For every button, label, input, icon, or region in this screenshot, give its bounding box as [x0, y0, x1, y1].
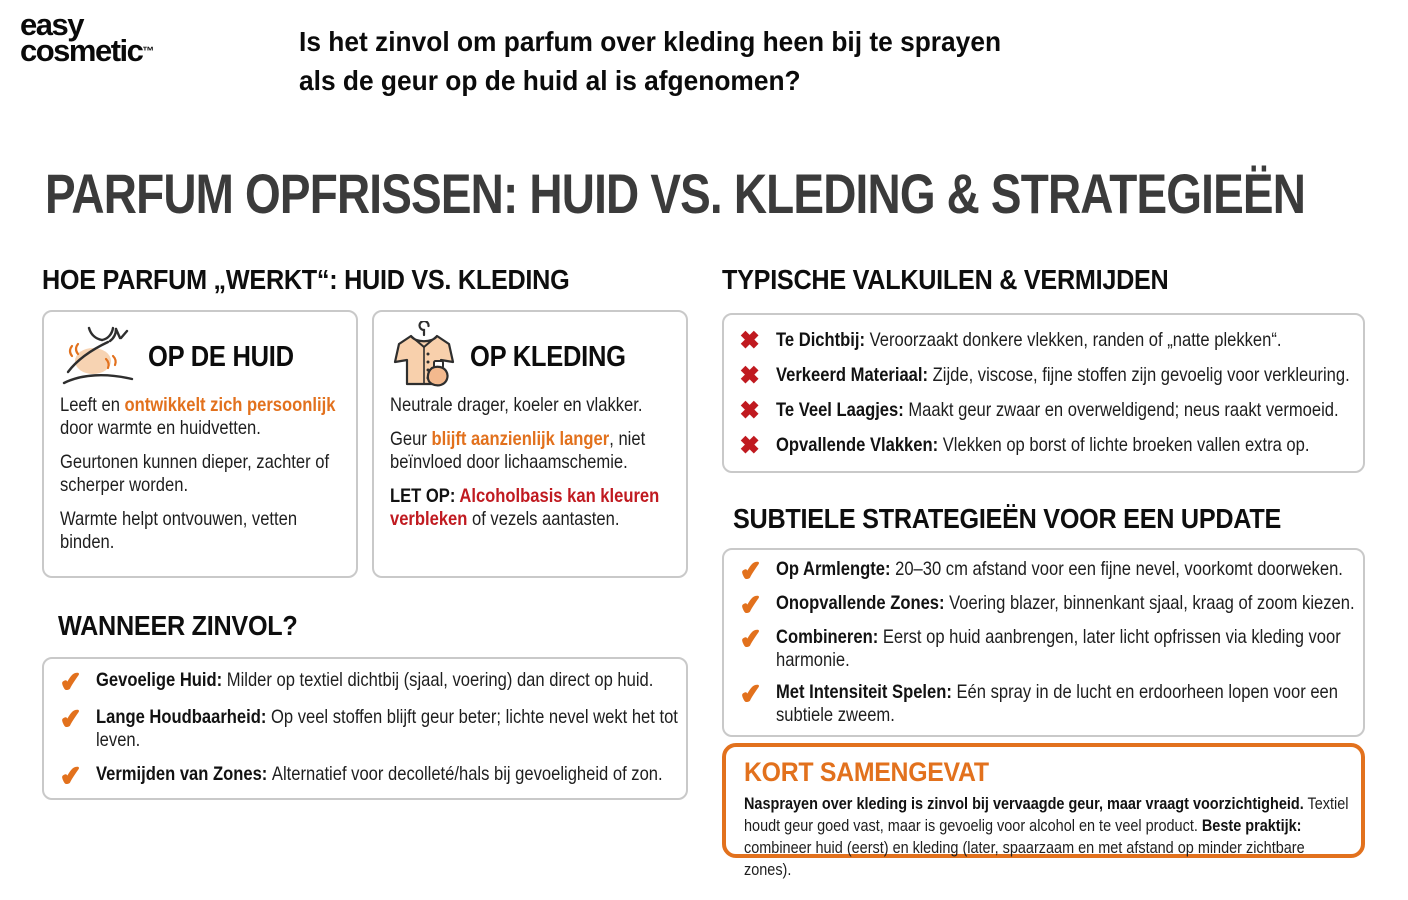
text-segment: Maakt geur zwaar en overweldigend; neus raakt vermoeid.: [908, 399, 1339, 421]
page-title: PARFUM OPFRISSEN: HUID VS. KLEDING & STRATEGIEËN: [45, 162, 1306, 225]
list-item-text: [96, 669, 691, 692]
card-on-skin: [42, 310, 358, 578]
text-segment: Gevoelige Huid:: [96, 668, 227, 691]
pitfalls-list: [722, 313, 1365, 473]
list-item: [738, 677, 1347, 727]
check-icon: ✔: [58, 702, 84, 735]
question-line1: Is het zinvol om parfum over kleding heen bij te sprayen: [299, 26, 1002, 57]
list-item-text: [96, 706, 691, 752]
when-useful-list: [42, 657, 688, 800]
text-segment: Textiel houdt geur goed vast, maar is gevoelig voor alcohol en te veel product.: [744, 794, 1349, 836]
text-segment: Neutrale drager, koeler en vlakker.: [390, 394, 643, 416]
list-item-text: [776, 681, 1371, 727]
question-title: [299, 22, 1001, 100]
logo-word: cosmetic: [20, 33, 143, 69]
list-item-text: [776, 434, 1371, 457]
text-segment: Eerst op huid aanbrengen, later licht opfrissen via kleding voor harmonie.: [776, 626, 1341, 672]
text-segment: Alternatief voor decolleté/hals bij gevoeligheid of zon.: [271, 763, 663, 786]
question-line2: als de geur op de huid al is afgenomen?: [299, 65, 801, 97]
list-item-text: [96, 763, 691, 786]
logo-line1: easy: [20, 7, 83, 42]
card-on-skin-title: OP DE HUID: [148, 340, 294, 373]
text-segment: Leeft en: [60, 394, 125, 416]
text-segment: Veroorzaakt donkere vlekken, randen of „natte plekken“.: [869, 329, 1282, 351]
easycosmetic-logo: [20, 7, 155, 69]
list-item: [58, 759, 670, 793]
text-segment: Met Intensiteit Spelen:: [776, 681, 957, 703]
text-segment: Vlekken op borst of lichte broeken vallen extra op.: [942, 434, 1310, 456]
card-on-skin-body: [60, 394, 340, 554]
text-segment: 20–30 cm afstand voor een fijne nevel, voorkomt doorweken.: [895, 558, 1343, 581]
cross-icon: ✖: [740, 362, 760, 388]
text-segment: door warmte en huidvetten.: [60, 417, 261, 439]
list-item-text: [776, 592, 1371, 615]
text-segment: blijft aanzienlijk langer: [431, 428, 610, 450]
text-segment: combineer huid (eerst) en kleding (later, spaarzaam en met afstand op minder zichtbare zones).: [744, 838, 1305, 880]
list-item: [740, 362, 1350, 388]
list-item-text: [776, 626, 1371, 672]
text-segment: Lange Houdbaarheid:: [96, 705, 271, 728]
text-segment: Milder op textiel dichtbij (sjaal, voering) dan direct op huid.: [226, 668, 654, 691]
text-segment: ontwikkelt zich persoonlijk: [124, 394, 336, 416]
list-item: [740, 399, 1347, 422]
card-on-clothing-title: OP KLEDING: [470, 340, 626, 373]
text-segment: Combineren:: [776, 626, 883, 649]
text-segment: Zijde, viscose, fijne stoffen zijn gevoelig voor verkleuring.: [932, 364, 1350, 386]
check-icon: ✔: [738, 555, 764, 588]
cross-icon: ✖: [740, 432, 760, 458]
list-item-text: [776, 558, 1371, 581]
list-item: [738, 555, 1347, 588]
card-paragraph: [60, 508, 342, 554]
cross-icon: ✖: [740, 397, 760, 423]
text-segment: Alcoholbasis kan kleuren verbleken: [390, 485, 660, 530]
list-item-text: [776, 364, 1371, 387]
card-paragraph: [390, 485, 672, 531]
card-paragraph: [60, 394, 342, 440]
section-title-how-parfum-works: HOE PARFUM „WERKT“: HUID VS. KLEDING: [42, 264, 570, 295]
text-segment: Eén spray in de lucht en erdoorheen lopen voor een subtiele zweem.: [776, 681, 1339, 726]
text-segment: Opvallende Vlakken:: [776, 434, 943, 456]
section-title-strategies: SUBTIELE STRATEGIEËN VOOR EEN UPDATE: [733, 503, 1282, 534]
list-item: [738, 589, 1355, 622]
summary-text: [744, 793, 1351, 881]
text-segment: Geurtonen kunnen dieper, zachter of scherper worden.: [60, 451, 330, 496]
check-icon: ✔: [58, 665, 84, 698]
skin-spray-icon: [60, 326, 136, 388]
text-segment: Te Dichtbij:: [776, 329, 870, 351]
check-icon: ✔: [738, 677, 764, 710]
text-segment: Te Veel Laagjes:: [776, 399, 909, 421]
text-segment: of vezels aantasten.: [467, 508, 620, 530]
text-segment: Op veel stoffen blijft geur beter; lichte nevel wekt het tot leven.: [96, 705, 678, 751]
text-segment: Voering blazer, binnenkant sjaal, kraag of zoom kiezen.: [949, 592, 1355, 615]
logo-line2: [20, 33, 155, 69]
check-icon: ✔: [738, 589, 764, 622]
card-paragraph: [60, 451, 342, 497]
list-item: [58, 702, 678, 752]
list-item: [740, 329, 1347, 352]
check-icon: ✔: [58, 759, 84, 793]
list-item-text: [776, 329, 1371, 352]
card-on-clothing-body: [390, 394, 670, 531]
shirt-perfume-icon: [390, 321, 458, 393]
list-item: [58, 665, 670, 698]
check-icon: ✔: [738, 623, 764, 656]
summary-title: KORT SAMENGEVAT: [744, 757, 989, 787]
card-on-clothing-header: [390, 324, 670, 390]
trademark-symbol: ™: [142, 44, 155, 59]
text-segment: Warmte helpt ontvouwen, vetten binden.: [60, 508, 298, 553]
section-title-pitfalls: TYPISCHE VALKUILEN & VERMIJDEN: [722, 264, 1169, 295]
list-item: [738, 623, 1347, 672]
text-segment: Verkeerd Materiaal:: [776, 364, 933, 386]
text-segment: Onopvallende Zones:: [776, 592, 950, 615]
text-segment: Vermijden van Zones:: [96, 763, 272, 786]
cross-icon: ✖: [740, 327, 760, 353]
text-segment: Beste praktijk:: [1201, 816, 1302, 836]
card-on-skin-header: [60, 324, 340, 390]
card-paragraph: [390, 428, 672, 474]
text-segment: Nasprayen over kleding is zinvol bij vervaagde geur, maar vraagt voorzichtigheid.: [744, 794, 1304, 813]
text-segment: LET OP:: [390, 485, 460, 507]
list-item-text: [776, 399, 1371, 422]
list-item: [740, 434, 1347, 457]
section-title-when-useful: WANNEER ZINVOL?: [58, 610, 298, 641]
text-segment: Geur: [390, 428, 432, 450]
text-segment: Op Armlengte:: [776, 558, 896, 581]
strategies-list: [722, 548, 1365, 737]
card-paragraph: [390, 394, 672, 417]
summary-box: [722, 743, 1365, 880]
text-segment: , niet beïnvloed door lichaamschemie.: [390, 428, 646, 473]
card-on-clothing: [372, 310, 688, 578]
